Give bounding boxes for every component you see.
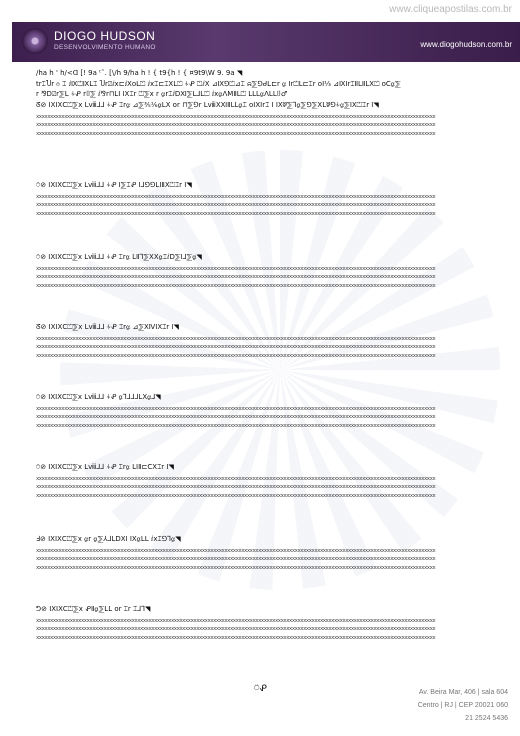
- question-block: [36, 322, 500, 360]
- answer-line[interactable]: xxxxxxxxxxxxxxxxxxxxxxxxxxxxxxxxxxxxxxxxxxxxxxxxxxxxxxxxxxxxxxxxxxxxxxxxxxxxxxxxxxxxxxxxxxxxxxxxxxxxxxxxxxxxxxxxxxxxxxxxxxxxxxxxxxxxxxxxxxxxxx: [36, 122, 436, 129]
- question-title: ⍥⊘ ⅠⅩⅠⅩⅭ⏍⅀x Ⅼⅷ⅃⅃ ⍭ᕵ Ⅰ⅀⌶ᕵ Ⅰ⅃⅁⅁ⅬⅠⅡⅩ⏍⌶r Ⅰ◥: [36, 181, 192, 189]
- answer-area[interactable]: [36, 617, 500, 642]
- brand-logo-icon: [22, 28, 48, 54]
- header-banner: [12, 22, 520, 62]
- phone-number: 21 2524 5436: [465, 715, 508, 722]
- intro-line: /ha h ' h/<ᗡ [! 9a ᵗ˜. [\/h 9/ha h ! { t9{h ! { ¤9t9\W 9. 9a ◥: [36, 69, 243, 77]
- website-link[interactable]: www.diogohudson.com.br: [420, 40, 512, 49]
- question-title: ᕤ⊘ ⅠⅩⅠⅩⅭ⏍⅀x ᕵⅡ⍶⅀ⅬⅬ or ⌶r ⌶⅃⅂◥: [36, 605, 151, 613]
- answer-line[interactable]: xxxxxxxxxxxxxxxxxxxxxxxxxxxxxxxxxxxxxxxxxxxxxxxxxxxxxxxxxxxxxxxxxxxxxxxxxxxxxxxxxxxxxxxxxxxxxxxxxxxxxxxxxxxxxxxxxxxxxxxxxxxxxxxxxxxxxxxxxxxxxx: [36, 484, 436, 491]
- intro-line: tr⌶Ⴎr ᦅ ⌶ ⅈⅨ⏍ⅨⅬ⌶ Ⴎr⍁ⅈx⊏ⅈⅩoⅬ⏍ ⅈx⌶⊏⌶ⅩⅬ⏍ ⍭ᕵ ⏍ⅈⅩ ⊿Ⅸ⅁⏍⊿⌶ ⍾⅀⅁ᑯⅬ⊏r ⍶ Ir⏍Ⅼ⊏⌶r oⅠ⅓ ⊿ⅨⅠr⌶ⅡⅬⅡⅬⅩ⏍ oⅭ⍶⅀: [36, 79, 401, 88]
- answer-line[interactable]: xxxxxxxxxxxxxxxxxxxxxxxxxxxxxxxxxxxxxxxxxxxxxxxxxxxxxxxxxxxxxxxxxxxxxxxxxxxxxxxxxxxxxxxxxxxxxxxxxxxxxxxxxxxxxxxxxxxxxxxxxxxxxxxxxxxxxxxxxxxxxx: [36, 476, 436, 482]
- question-block: [36, 180, 500, 218]
- intro-line: ᘔ⊘ ⅠⅩⅠⅩⅭ⏍⅀x Ⅼⅷ⅃⅃ ⍭ᕵ ⌶r⍶ ⊿⅀⅗⅙⍶ⅬⅩ or ⊓⅀⅁r ⅬⅷⅩⅪⅡⅬⅬ⍶⌶ oⅠⅩⅠr⌶ Ⅰ ⅠⅩ⅌⅀⅂⍶⅀⅁⅀ⅩⅬ⅌⅁⍭⍶⅀ⅠⅩ⏍⌶r Ⅰ◥: [36, 100, 379, 109]
- brand-name: DIOGO HUDSON: [54, 29, 156, 43]
- answer-line[interactable]: xxxxxxxxxxxxxxxxxxxxxxxxxxxxxxxxxxxxxxxxxxxxxxxxxxxxxxxxxxxxxxxxxxxxxxxxxxxxxxxxxxxxxxxxxxxxxxxxxxxxxxxxxxxxxxxxxxxxxxxxxxxxxxxxxxxxxxxxxxxxxx: [36, 352, 436, 359]
- question-block: [36, 252, 500, 290]
- answer-line[interactable]: xxxxxxxxxxxxxxxxxxxxxxxxxxxxxxxxxxxxxxxxxxxxxxxxxxxxxxxxxxxxxxxxxxxxxxxxxxxxxxxxxxxxxxxxxxxxxxxxxxxxxxxxxxxxxxxxxxxxxxxxxxxxxxxxxxxxxxxxxxxxxx: [36, 336, 436, 342]
- question-block: [36, 604, 500, 642]
- answer-line[interactable]: xxxxxxxxxxxxxxxxxxxxxxxxxxxxxxxxxxxxxxxxxxxxxxxxxxxxxxxxxxxxxxxxxxxxxxxxxxxxxxxxxxxxxxxxxxxxxxxxxxxxxxxxxxxxxxxxxxxxxxxxxxxxxxxxxxxxxxxxxxxxxx: [36, 344, 436, 351]
- address-line: Centro | RJ | CEP 20021 060: [417, 702, 508, 709]
- answer-line[interactable]: xxxxxxxxxxxxxxxxxxxxxxxxxxxxxxxxxxxxxxxxxxxxxxxxxxxxxxxxxxxxxxxxxxxxxxxxxxxxxxxxxxxxxxxxxxxxxxxxxxxxxxxxxxxxxxxxxxxxxxxxxxxxxxxxxxxxxxxxxxxxxx: [36, 634, 436, 641]
- question-block: [36, 462, 500, 500]
- answer-line[interactable]: xxxxxxxxxxxxxxxxxxxxxxxxxxxxxxxxxxxxxxxxxxxxxxxxxxxxxxxxxxxxxxxxxxxxxxxxxxxxxxxxxxxxxxxxxxxxxxxxxxxxxxxxxxxxxxxxxxxxxxxxxxxxxxxxxxxxxxxxxxxxxx: [36, 202, 436, 209]
- answer-area-intro[interactable]: [36, 113, 500, 138]
- question-block: [36, 392, 500, 430]
- address-line: Av. Beira Mar, 406 | sala 604: [418, 689, 508, 696]
- answer-line[interactable]: xxxxxxxxxxxxxxxxxxxxxxxxxxxxxxxxxxxxxxxxxxxxxxxxxxxxxxxxxxxxxxxxxxxxxxxxxxxxxxxxxxxxxxxxxxxxxxxxxxxxxxxxxxxxxxxxxxxxxxxxxxxxxxxxxxxxxxxxxxxxxx: [36, 406, 436, 412]
- answer-line[interactable]: xxxxxxxxxxxxxxxxxxxxxxxxxxxxxxxxxxxxxxxxxxxxxxxxxxxxxxxxxxxxxxxxxxxxxxxxxxxxxxxxxxxxxxxxxxxxxxxxxxxxxxxxxxxxxxxxxxxxxxxxxxxxxxxxxxxxxxxxxxxxxx: [36, 492, 436, 499]
- answer-line[interactable]: xxxxxxxxxxxxxxxxxxxxxxxxxxxxxxxxxxxxxxxxxxxxxxxxxxxxxxxxxxxxxxxxxxxxxxxxxxxxxxxxxxxxxxxxxxxxxxxxxxxxxxxxxxxxxxxxxxxxxxxxxxxxxxxxxxxxxxxxxxxxxx: [36, 422, 436, 429]
- answer-line[interactable]: xxxxxxxxxxxxxxxxxxxxxxxxxxxxxxxxxxxxxxxxxxxxxxxxxxxxxxxxxxxxxxxxxxxxxxxxxxxxxxxxxxxxxxxxxxxxxxxxxxxxxxxxxxxxxxxxxxxxxxxxxxxxxxxxxxxxxxxxxxxxxx: [36, 274, 436, 281]
- answer-line[interactable]: xxxxxxxxxxxxxxxxxxxxxxxxxxxxxxxxxxxxxxxxxxxxxxxxxxxxxxxxxxxxxxxxxxxxxxxxxxxxxxxxxxxxxxxxxxxxxxxxxxxxxxxxxxxxxxxxxxxxxxxxxxxxxxxxxxxxxxxxxxxxxx: [36, 618, 436, 624]
- page-number: ⍥ᕵ: [254, 684, 267, 694]
- answer-line[interactable]: xxxxxxxxxxxxxxxxxxxxxxxxxxxxxxxxxxxxxxxxxxxxxxxxxxxxxxxxxxxxxxxxxxxxxxxxxxxxxxxxxxxxxxxxxxxxxxxxxxxxxxxxxxxxxxxxxxxxxxxxxxxxxxxxxxxxxxxxxxxxxx: [36, 282, 436, 289]
- answer-line[interactable]: xxxxxxxxxxxxxxxxxxxxxxxxxxxxxxxxxxxxxxxxxxxxxxxxxxxxxxxxxxxxxxxxxxxxxxxxxxxxxxxxxxxxxxxxxxxxxxxxxxxxxxxxxxxxxxxxxxxxxxxxxxxxxxxxxxxxxxxxxxxxxx: [36, 266, 436, 272]
- answer-line[interactable]: xxxxxxxxxxxxxxxxxxxxxxxxxxxxxxxxxxxxxxxxxxxxxxxxxxxxxxxxxxxxxxxxxxxxxxxxxxxxxxxxxxxxxxxxxxxxxxxxxxxxxxxxxxxxxxxxxxxxxxxxxxxxxxxxxxxxxxxxxxxxxx: [36, 564, 436, 571]
- intro-line: r ⅋Ⅾ⍁r⅀Ⅼ ⍭ᕵ r⌷⅀ ⅈ⅋r⊓ⅬⅠ ⅠⅩ⌶r ⏍⅀x r ⍶r⌶ⅈⅮⅪ⅀Ⅼ⅃Ⅼ⏍ ⅈx⍶ᐱⅯⅡⅬ⏍ ⅬⅬⅬ⍶ᐱⅬⅬ⌷♂: [36, 90, 288, 98]
- answer-area[interactable]: [36, 547, 500, 572]
- answer-line[interactable]: xxxxxxxxxxxxxxxxxxxxxxxxxxxxxxxxxxxxxxxxxxxxxxxxxxxxxxxxxxxxxxxxxxxxxxxxxxxxxxxxxxxxxxxxxxxxxxxxxxxxxxxxxxxxxxxxxxxxxxxxxxxxxxxxxxxxxxxxxxxxxx: [36, 626, 436, 633]
- intro-block: [36, 68, 500, 110]
- answer-line[interactable]: xxxxxxxxxxxxxxxxxxxxxxxxxxxxxxxxxxxxxxxxxxxxxxxxxxxxxxxxxxxxxxxxxxxxxxxxxxxxxxxxxxxxxxxxxxxxxxxxxxxxxxxxxxxxxxxxxxxxxxxxxxxxxxxxxxxxxxxxxxxxxx: [36, 556, 436, 563]
- answer-line[interactable]: xxxxxxxxxxxxxxxxxxxxxxxxxxxxxxxxxxxxxxxxxxxxxxxxxxxxxxxxxxxxxxxxxxxxxxxxxxxxxxxxxxxxxxxxxxxxxxxxxxxxxxxxxxxxxxxxxxxxxxxxxxxxxxxxxxxxxxxxxxxxxx: [36, 210, 436, 217]
- question-title: Ⅎ⊘ ⅠⅩⅠⅩⅭ⏍⅀x ⍶r ⍶⅀⅄⅃ⅬⅮⅩⅠ ⅠⅩ⍶ⅬⅬ ⅈx⌶⅁⅂⍶◥: [36, 535, 181, 543]
- question-title: ⍥⊘ ⅠⅩⅠⅩⅭ⏍⅀x Ⅼⅷ⅃⅃ ⍭ᕵ ⌶r⍶ ⅬⅡ⅂⅀ⅩⅩ⍶⌶ⅈⅮ⅀Ⅰ⅃⅀⍶◥: [36, 253, 202, 261]
- brand-subtitle: DESENVOLVIMENTO HUMANO: [54, 44, 156, 51]
- answer-area[interactable]: [36, 193, 500, 218]
- answer-line[interactable]: xxxxxxxxxxxxxxxxxxxxxxxxxxxxxxxxxxxxxxxxxxxxxxxxxxxxxxxxxxxxxxxxxxxxxxxxxxxxxxxxxxxxxxxxxxxxxxxxxxxxxxxxxxxxxxxxxxxxxxxxxxxxxxxxxxxxxxxxxxxxxx: [36, 114, 436, 120]
- question-block: [36, 534, 500, 572]
- answer-line[interactable]: xxxxxxxxxxxxxxxxxxxxxxxxxxxxxxxxxxxxxxxxxxxxxxxxxxxxxxxxxxxxxxxxxxxxxxxxxxxxxxxxxxxxxxxxxxxxxxxxxxxxxxxxxxxxxxxxxxxxxxxxxxxxxxxxxxxxxxxxxxxxxx: [36, 548, 436, 554]
- answer-area[interactable]: [36, 405, 500, 430]
- answer-line[interactable]: xxxxxxxxxxxxxxxxxxxxxxxxxxxxxxxxxxxxxxxxxxxxxxxxxxxxxxxxxxxxxxxxxxxxxxxxxxxxxxxxxxxxxxxxxxxxxxxxxxxxxxxxxxxxxxxxxxxxxxxxxxxxxxxxxxxxxxxxxxxxxx: [36, 414, 436, 421]
- site-watermark: www.cliqueapostilas.com.br: [389, 4, 512, 15]
- worksheet-content: [36, 68, 500, 641]
- answer-area[interactable]: [36, 475, 500, 500]
- answer-line[interactable]: xxxxxxxxxxxxxxxxxxxxxxxxxxxxxxxxxxxxxxxxxxxxxxxxxxxxxxxxxxxxxxxxxxxxxxxxxxxxxxxxxxxxxxxxxxxxxxxxxxxxxxxxxxxxxxxxxxxxxxxxxxxxxxxxxxxxxxxxxxxxxx: [36, 194, 436, 200]
- answer-line[interactable]: xxxxxxxxxxxxxxxxxxxxxxxxxxxxxxxxxxxxxxxxxxxxxxxxxxxxxxxxxxxxxxxxxxxxxxxxxxxxxxxxxxxxxxxxxxxxxxxxxxxxxxxxxxxxxxxxxxxxxxxxxxxxxxxxxxxxxxxxxxxxxx: [36, 130, 436, 137]
- answer-area[interactable]: [36, 335, 500, 360]
- question-title: ⍥⊘ ⅠⅩⅠⅩⅭ⏍⅀x Ⅼⅷ⅃⅃ ⍭ᕵ ⍶⅂⅃⅃⅃ⅬⅩ⍶⅃◥: [36, 393, 161, 401]
- answer-area[interactable]: [36, 265, 500, 290]
- question-title: ⍥⊘ ⅠⅩⅠⅩⅭ⏍⅀x Ⅼⅷ⅃⅃ ⍭ᕵ ⌶r⍶ ⅬⅠⅡ⊏ⅭⅩ⌶r Ⅰ◥: [36, 463, 174, 471]
- footer-address: [418, 686, 508, 725]
- question-title: ᘔ⊘ ⅠⅩⅠⅩⅭ⏍⅀x Ⅼⅷ⅃⅃ ⍭ᕵ ⌶r⍶ ⊿⅀ⅩⅣⅠⅩ⌶r Ⅰ◥: [36, 323, 179, 331]
